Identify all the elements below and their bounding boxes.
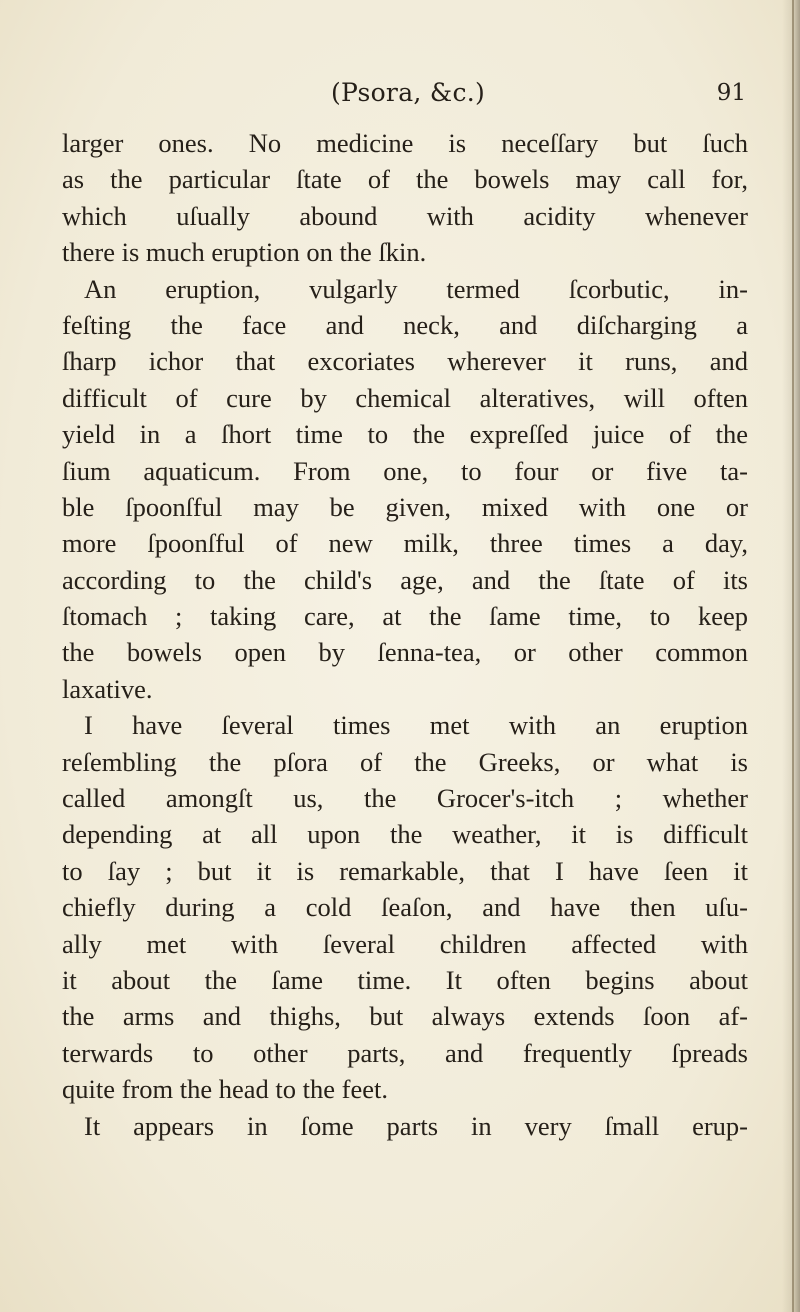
text-line: chiefly during a cold ſeaſon, and have then uſu- xyxy=(62,892,748,923)
text-line: yield in a ſhort time to the expreſſed juice of the xyxy=(62,419,748,450)
text-line: ſharp ichor that excoriates wherever it runs, and xyxy=(62,346,748,377)
page-edge-shadow xyxy=(782,0,800,1312)
text-line: ſium aquaticum. From one, to four or five ta- xyxy=(62,455,748,486)
text-line: quite from the head to the feet. xyxy=(62,1074,388,1105)
text-line: according to the child's age, and the ſtate of its xyxy=(62,564,748,595)
text-line: It appears in ſome parts in very ſmall erup- xyxy=(84,1110,748,1141)
text-line: to ſay ; but it is remarkable, that I have ſeen it xyxy=(62,855,748,886)
text-line: it about the ſame time. It often begins about xyxy=(62,964,748,995)
text-line: ſtomach ; taking care, at the ſame time, to keep xyxy=(62,601,748,632)
page-number: 91 xyxy=(716,80,746,106)
text-line: laxative. xyxy=(62,673,153,704)
text-line: the arms and thighs, but always extends ſoon af- xyxy=(62,1001,748,1032)
text-line: larger ones. No medicine is neceſſary but ſuch xyxy=(62,128,748,158)
text-line: difficult of cure by chemical alteratives, will often xyxy=(62,382,748,413)
page-edge-line xyxy=(792,0,794,1312)
page-header xyxy=(70,78,746,114)
text-line: the bowels open by ſenna-tea, or other common xyxy=(62,637,748,668)
text-line: ally met with ſeveral children affected with xyxy=(62,928,748,959)
text-line: terwards to other parts, and frequently ſpreads xyxy=(62,1037,748,1068)
text-line: depending at all upon the weather, it is difficult xyxy=(62,819,748,850)
text-line: feſting the face and neck, and diſcharging a xyxy=(62,309,748,340)
running-head: (Psora, &c.) xyxy=(330,78,486,107)
text-line: there is much eruption on the ſkin. xyxy=(62,237,427,268)
text-line: reſembling the pſora of the Greeks, or what is xyxy=(62,746,748,777)
text-line: I have ſeveral times met with an eruption xyxy=(84,710,748,741)
text-line: more ſpoonſful of new milk, three times a day, xyxy=(62,528,748,559)
text-line: An eruption, vulgarly termed ſcorbutic, in- xyxy=(84,273,748,304)
text-line: ble ſpoonſful may be given, mixed with one or xyxy=(62,491,748,522)
text-line: called amongſt us, the Grocer's-itch ; whether xyxy=(62,783,748,814)
body-text xyxy=(62,125,748,1144)
text-line: as the particular ſtate of the bowels may call for, xyxy=(62,164,748,195)
text-line: which uſually abound with acidity whenever xyxy=(62,200,748,231)
